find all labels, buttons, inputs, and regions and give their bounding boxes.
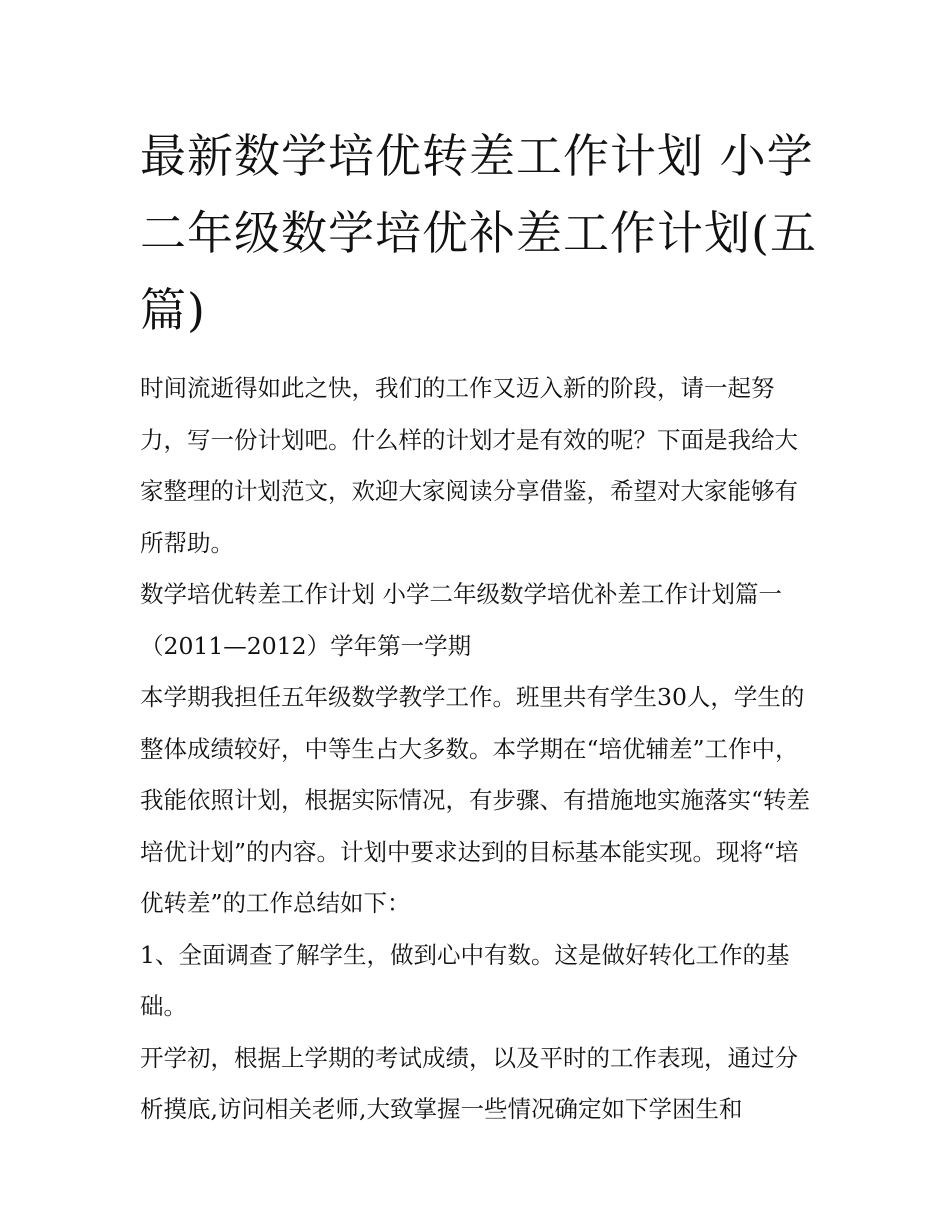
section-heading: 数学培优转差工作计划 小学二年级数学培优补差工作计划篇一（2011—2012）学年第一学期 <box>140 580 782 660</box>
body-paragraph: 本学期我担任五年级数学教学工作。班里共有学生30人，学生的整体成绩较好，中等生占大多数。本学期在“培优辅差”工作中，我能依照计划，根据实际情况，有步骤、有措施地实施落实“转差培优计划”的内容。计划中要求达到的目标基本能实现。现将“培优转差”的工作总结如下： <box>140 683 811 917</box>
numbered-point: 1、全面调查了解学生，做到心中有数。这是做好转化工作的基础。 <box>140 940 790 1020</box>
document-body <box>140 118 820 1136</box>
body-paragraph: 开学初，根据上学期的考试成绩，以及平时的工作表现，通过分析摸底,访问相关老师,大致掌握一些情况确定如下学困生和 <box>140 1043 798 1123</box>
intro-paragraph: 时间流逝得如此之快，我们的工作又迈入新的阶段，请一起努力，写一份计划吧。什么样的计划才是有效的呢？下面是我给大家整理的计划范文，欢迎大家阅读分享借鉴，希望对大家能够有所帮助。 <box>140 374 798 557</box>
document-title: 最新数学培优转差工作计划 小学二年级数学培优补差工作计划(五篇) <box>140 129 817 337</box>
